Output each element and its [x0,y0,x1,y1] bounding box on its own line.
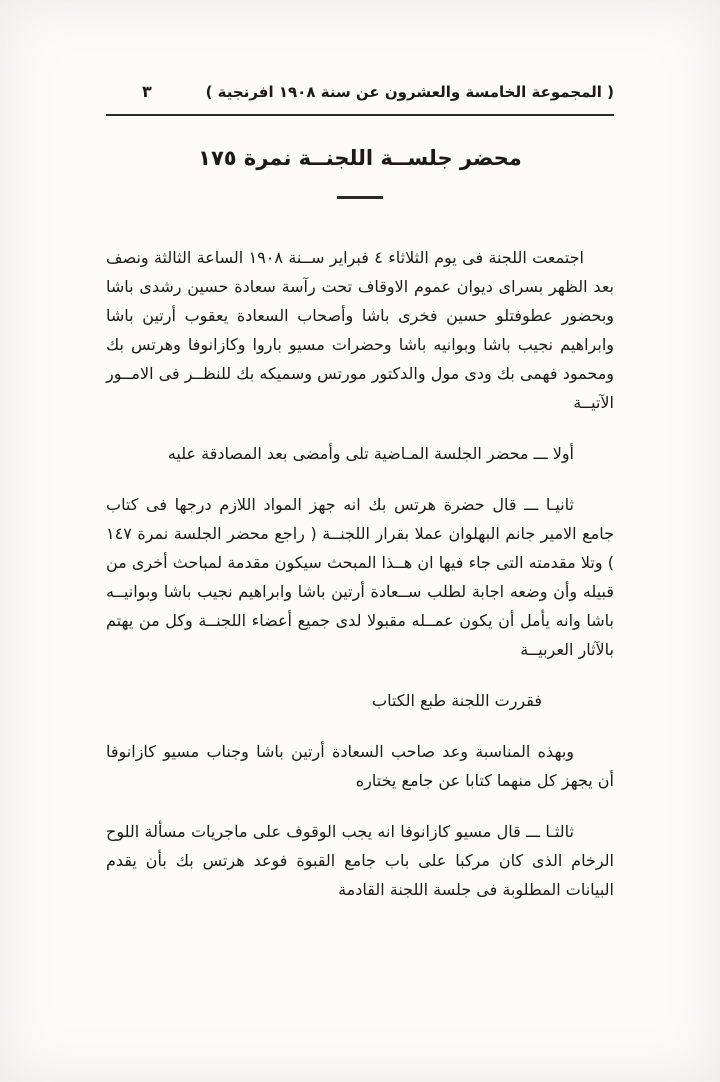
page-number: ٣ [142,82,152,101]
occasion-paragraph: وبهذه المناسبة وعد صاحب السعادة أرتين باشا وجناب مسيو كازانوفا أن يجهز كل منهما كتابا عن جامع يختاره [106,741,614,790]
item-third: ثالثـا ـــ قال مسيو كازانوفا انه يجب الوقوف على ماجريات مسألة اللوح الرخام الذى كان مركبا على باب جامع القبوة فوعد هرتس بك بأن يقدم البيانات المطلوبة فى جلسة اللجنة القادمة [106,821,614,899]
page-header [106,0,614,101]
session-title: محضر جلســة اللجنــة نمرة ١٧٥ [198,146,522,170]
item-first: أولا ـــ محضر الجلسة المـاضية تلى وأمضى بعد المصادقة عليه [167,443,574,463]
collection-note: ( المجموعة الخامسة والعشرون عن سنة ١٩٠٨ افرنجية ) [205,83,614,101]
page-content [106,0,614,904]
title-divider [337,196,383,199]
decision-line: فقررت اللجنة طبع الكتاب [372,690,542,710]
opening-paragraph: اجتمعت اللجنة فى يوم الثلاثاء ٤ فبراير ســنة ١٩٠٨ الساعة الثالثة ونصف بعد الظهر بسراى ديوان عموم الاوقاف تحت رآسة سعادة حسين رشدى باشا وبحضور عطوفتلو حسين فخرى باشا وأصحاب السعادة يعقوب أرتين باشا وابراهيم نجيب باشا وبوانيه باشا وحضرات مسيو باروا وكازانوفا وهرتس بك ومحمود فهمى بك ودى مول والدكتور مورتس وسميكه بك للنظــر فى الامــور الآتيــة [106,247,614,412]
document-body [106,225,614,904]
header-rule [106,114,614,116]
item-second: ثانيـا ـــ قال حضرة هرتس بك انه جهز المواد اللازم درجها فى كتاب جامع الامير جانم البهلوان عملا بقرار اللجنــة ( راجع محضر الجلسة نمرة ١٤٧ ) وتلا مقدمته التى جاء فيها ان هــذا المبحث سيكون مقدمة لمباحث أخرى من قبيله وأن وضعه اجابة لطلب ســعادة أرتين باشا وابراهيم نجيب باشا وبوانيــه باشا وانه يأمل أن يكون عمــله مقبولا لدى جميع أعضاء اللجنــة وكل من يهتم بالآثار العربيــة [106,494,614,659]
